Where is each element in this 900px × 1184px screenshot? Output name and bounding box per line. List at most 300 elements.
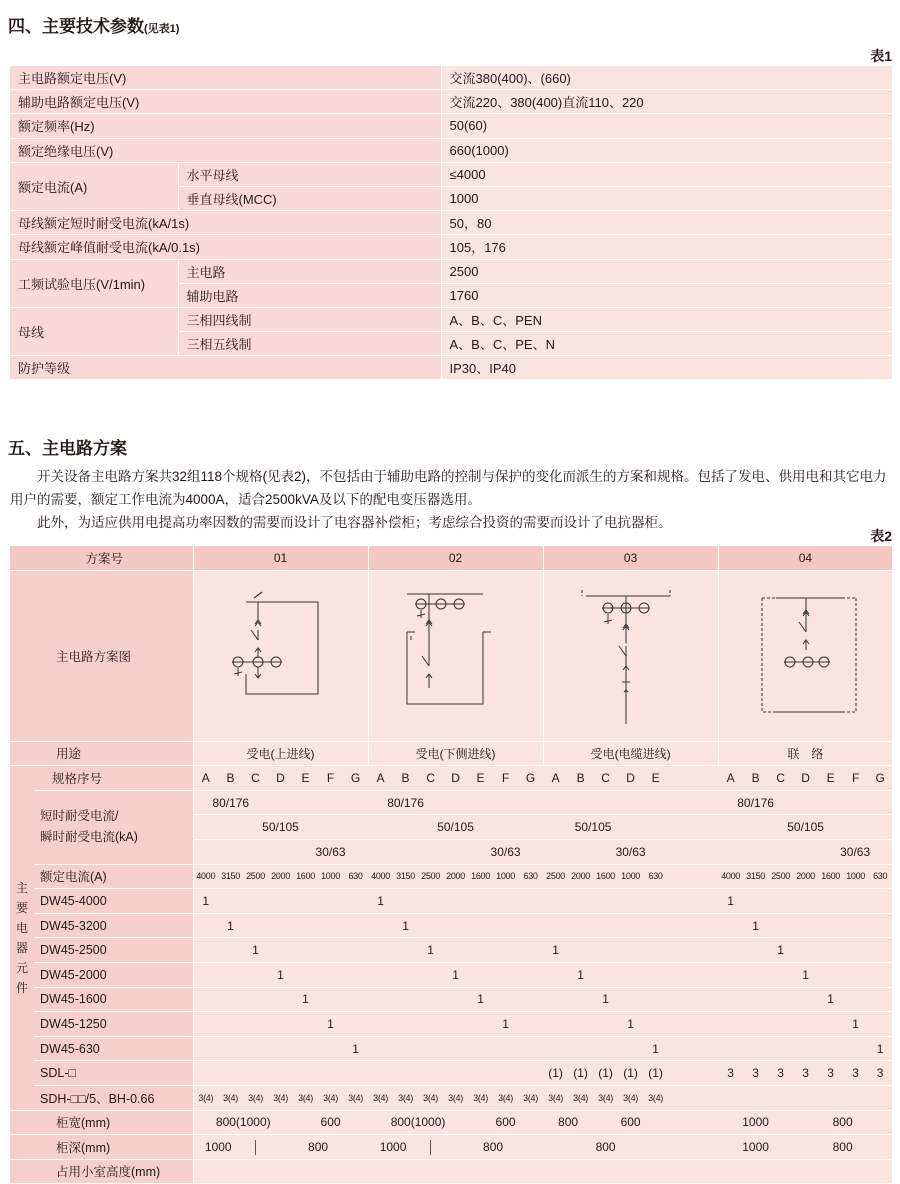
- qty: 3(4): [243, 1085, 268, 1110]
- width-value: 800(1000): [193, 1110, 293, 1135]
- qty: 1: [393, 913, 418, 938]
- table-row: [10, 1110, 892, 1135]
- empty-cell: [668, 1110, 718, 1135]
- rating: 2500: [243, 864, 268, 889]
- empty-cell: [693, 766, 718, 791]
- rating: 630: [643, 864, 668, 889]
- param-name: 额定电流(A): [10, 162, 178, 210]
- rating: 630: [518, 864, 543, 889]
- rating: 630: [343, 864, 368, 889]
- side-char: 主: [15, 880, 28, 895]
- side-char: 件: [15, 980, 28, 995]
- component-name: DW45-2500: [34, 938, 193, 963]
- component-name: DW45-3200: [34, 913, 193, 938]
- table-row: [10, 546, 892, 570]
- qty: 3(4): [443, 1085, 468, 1110]
- param-name: 额定绝缘电压(V): [10, 138, 441, 162]
- param-value: IP30、IP40: [441, 356, 892, 380]
- param-value: 交流220、380(400)直流110、220: [441, 90, 892, 114]
- empty-cell: [318, 987, 368, 1012]
- empty-cell: [368, 1061, 543, 1086]
- qty: 3: [818, 1061, 843, 1086]
- qty: 1: [218, 913, 243, 938]
- qty: 1: [643, 1036, 668, 1061]
- empty-cell: [843, 987, 892, 1012]
- empty-cell: [718, 987, 818, 1012]
- scheme-02-diagram: [368, 570, 543, 741]
- rating: 630: [868, 864, 892, 889]
- empty-cell: [243, 913, 368, 938]
- section-5-body: [10, 465, 892, 534]
- withstand-value: 30/63: [593, 839, 668, 864]
- depth-value: 1000: [193, 1135, 243, 1160]
- spec-letter: G: [868, 766, 892, 791]
- spec-letter: E: [818, 766, 843, 791]
- qty: 3: [718, 1061, 743, 1086]
- withstand-value: 50/105: [768, 815, 843, 840]
- empty-cell: [668, 1036, 718, 1061]
- scheme-number: 02: [368, 546, 543, 570]
- param-value: A、B、C、PEN: [441, 307, 892, 331]
- spec-letter: F: [318, 766, 343, 791]
- param-value: ≤4000: [441, 162, 892, 186]
- spec-letter: B: [743, 766, 768, 791]
- empty-cell: [643, 815, 718, 840]
- side-label-main-components: [10, 766, 34, 1110]
- table-row: [10, 987, 892, 1012]
- table-row: [10, 864, 892, 889]
- withstand-label: [34, 790, 193, 864]
- spec-letter: C: [243, 766, 268, 791]
- param-name: 防护等级: [10, 356, 441, 380]
- qty: 3: [743, 1061, 768, 1086]
- empty-cell: [543, 1012, 618, 1037]
- withstand-value: 30/63: [468, 839, 543, 864]
- table-row: [10, 211, 892, 235]
- depth-value: 800: [793, 1135, 892, 1160]
- table-row: [10, 570, 892, 741]
- param-value: 1760: [441, 283, 892, 307]
- circuit-diagram-02: [371, 574, 541, 734]
- width-value: 600: [293, 1110, 368, 1135]
- empty-cell: [193, 815, 243, 840]
- section-4-title: 四、主要技术参数(见表1): [8, 17, 180, 36]
- empty-cell: [668, 864, 693, 889]
- rating: 1000: [493, 864, 518, 889]
- empty-cell: [668, 1061, 718, 1086]
- empty-cell: [543, 839, 593, 864]
- table-row: [10, 889, 892, 914]
- table-row: [10, 766, 892, 791]
- qty: 1: [493, 1012, 518, 1037]
- side-char: 电: [15, 920, 28, 935]
- table-row: [10, 235, 892, 259]
- empty-cell: [368, 938, 418, 963]
- qty: 1: [343, 1036, 368, 1061]
- empty-cell: [493, 987, 543, 1012]
- withstand-value: 80/176: [368, 790, 443, 815]
- width-value: 800: [543, 1110, 593, 1135]
- qty: 1: [268, 962, 293, 987]
- qty: 3(4): [268, 1085, 293, 1110]
- empty-cell: [543, 987, 593, 1012]
- qty: 1: [293, 987, 318, 1012]
- empty-cell: [268, 938, 368, 963]
- param-subname: 水平母线: [178, 162, 441, 186]
- component-name: DW45-1600: [34, 987, 193, 1012]
- qty: 3(4): [293, 1085, 318, 1110]
- withstand-value: 30/63: [818, 839, 892, 864]
- width-value: 1000: [718, 1110, 793, 1135]
- scheme-01-diagram: [193, 570, 368, 741]
- empty-cell: [293, 962, 368, 987]
- spec-letter: D: [793, 766, 818, 791]
- spec-letter: C: [593, 766, 618, 791]
- header-scheme-no: 方案号: [10, 546, 193, 570]
- component-name: DW45-1250: [34, 1012, 193, 1037]
- rating: 2000: [568, 864, 593, 889]
- spec-letter: F: [843, 766, 868, 791]
- table-row: [10, 90, 892, 114]
- param-name: 工频试验电压(V/1min): [10, 259, 178, 307]
- rating: 1000: [618, 864, 643, 889]
- spec-letter: D: [618, 766, 643, 791]
- table-row: [10, 356, 892, 380]
- circuit-diagram-01: [196, 574, 366, 734]
- qty: 3(4): [368, 1085, 393, 1110]
- qty: 1: [718, 889, 743, 914]
- width-value: 600: [468, 1110, 543, 1135]
- component-name: DW45-630: [34, 1036, 193, 1061]
- empty-cell: [368, 815, 418, 840]
- empty-cell: [543, 1036, 643, 1061]
- empty-cell: [543, 889, 718, 914]
- spec-letter: C: [418, 766, 443, 791]
- empty-cell: [718, 1159, 892, 1184]
- withstand-value: 80/176: [193, 790, 268, 815]
- rating: 1000: [318, 864, 343, 889]
- empty-cell: [368, 1036, 543, 1061]
- withstand-value: 50/105: [543, 815, 643, 840]
- empty-cell: [668, 1085, 718, 1110]
- scheme-number: 03: [543, 546, 718, 570]
- rating: 2500: [768, 864, 793, 889]
- section-5-title: 五、主电路方案: [8, 439, 127, 458]
- qty: 3: [793, 1061, 818, 1086]
- empty-cell: [693, 864, 718, 889]
- empty-cell: [668, 766, 693, 791]
- usage-value: 受电(下侧进线): [368, 741, 543, 766]
- empty-cell: [793, 938, 892, 963]
- withstand-label-line: 瞬时耐受电流(kA): [40, 830, 138, 845]
- qty: 3(4): [568, 1085, 593, 1110]
- table-row: [10, 1061, 892, 1086]
- table-row: [10, 913, 892, 938]
- qty: 1: [743, 913, 768, 938]
- table-row: [10, 938, 892, 963]
- paragraph: 此外，为适应供用电提高功率因数的需要而设计了电容器补偿柜；考虑综合投资的需要而设计了电抗器柜。: [37, 515, 672, 530]
- empty-cell: [543, 1159, 718, 1184]
- empty-cell: [193, 839, 293, 864]
- qty: 1: [193, 889, 218, 914]
- empty-cell: [193, 938, 243, 963]
- table-row: [10, 307, 892, 331]
- qty: (1): [543, 1061, 568, 1086]
- divider: [243, 1135, 268, 1160]
- table-row: [10, 114, 892, 138]
- param-value: 105，176: [441, 235, 892, 259]
- spec-letter: G: [518, 766, 543, 791]
- param-value: 50，80: [441, 211, 892, 235]
- empty-cell: [493, 815, 543, 840]
- empty-cell: [768, 913, 892, 938]
- scheme-03-diagram: [543, 570, 718, 741]
- spec-letter: A: [718, 766, 743, 791]
- qty: 3(4): [643, 1085, 668, 1110]
- empty-cell: [193, 962, 268, 987]
- table-row: [10, 1036, 892, 1061]
- rating: 2000: [268, 864, 293, 889]
- table-2-label: 表2: [870, 528, 892, 544]
- qty: 1: [768, 938, 793, 963]
- table-1-label: 表1: [870, 48, 892, 64]
- table-row: [10, 138, 892, 162]
- qty: 1: [618, 1012, 643, 1037]
- empty-cell: [743, 889, 892, 914]
- empty-cell: [193, 1012, 318, 1037]
- qty: (1): [593, 1061, 618, 1086]
- qty: 3(4): [468, 1085, 493, 1110]
- spec-letter: A: [543, 766, 568, 791]
- param-value: A、B、C、PE、N: [441, 332, 892, 356]
- main-circuit-scheme-table: [10, 546, 892, 1184]
- withstand-value: 80/176: [718, 790, 793, 815]
- param-subname: 辅助电路: [178, 283, 441, 307]
- rating: 3150: [218, 864, 243, 889]
- param-name: 额定频率(Hz): [10, 114, 441, 138]
- empty-cell: [593, 962, 718, 987]
- empty-cell: [868, 1012, 892, 1037]
- table-row: [10, 259, 892, 283]
- empty-cell: [618, 987, 718, 1012]
- component-name: SDH-□□/5、BH-0.66: [34, 1085, 193, 1110]
- empty-cell: [718, 913, 743, 938]
- diagram-label: 主电路方案图: [10, 570, 193, 741]
- qty: 3: [868, 1061, 892, 1086]
- empty-cell: [718, 962, 793, 987]
- empty-cell: [718, 839, 818, 864]
- qty: 3(4): [393, 1085, 418, 1110]
- empty-cell: [418, 913, 543, 938]
- empty-cell: [543, 913, 718, 938]
- empty-cell: [543, 962, 568, 987]
- rated-current-label: 额定电流(A): [34, 864, 193, 889]
- param-subname: 三相五线制: [178, 332, 441, 356]
- param-value: 660(1000): [441, 138, 892, 162]
- qty: 3: [768, 1061, 793, 1086]
- depth-value: 1000: [368, 1135, 418, 1160]
- param-value: 交流380(400)、(660): [441, 66, 892, 90]
- qty: 1: [793, 962, 818, 987]
- spec-letter: B: [393, 766, 418, 791]
- rating: 1600: [468, 864, 493, 889]
- empty-cell: [793, 790, 892, 815]
- qty: 1: [543, 938, 568, 963]
- empty-cell: [843, 815, 892, 840]
- withstand-label-line: 短时耐受电流/: [40, 809, 119, 824]
- rating: 3150: [743, 864, 768, 889]
- rating: 1600: [818, 864, 843, 889]
- empty-cell: [193, 1036, 343, 1061]
- depth-value: 800: [268, 1135, 368, 1160]
- depth-value: 1000: [718, 1135, 793, 1160]
- scheme-number: 01: [193, 546, 368, 570]
- qty: 1: [243, 938, 268, 963]
- spec-letter: A: [193, 766, 218, 791]
- empty-cell: [268, 790, 368, 815]
- spec-letter: F: [493, 766, 518, 791]
- qty: 1: [568, 962, 593, 987]
- table-row: [10, 790, 892, 815]
- spec-letter: C: [768, 766, 793, 791]
- table-row: [10, 1159, 892, 1184]
- empty-cell: [218, 889, 368, 914]
- rating: 4000: [368, 864, 393, 889]
- qty: 3(4): [618, 1085, 643, 1110]
- empty-cell: [368, 913, 393, 938]
- empty-cell: [543, 790, 718, 815]
- empty-cell: [718, 938, 768, 963]
- empty-cell: [193, 1061, 368, 1086]
- rating: 2500: [543, 864, 568, 889]
- width-value: 800: [793, 1110, 892, 1135]
- empty-cell: [193, 987, 293, 1012]
- qty: 1: [843, 1012, 868, 1037]
- qty: 3(4): [218, 1085, 243, 1110]
- empty-cell: [668, 839, 718, 864]
- width-value: 800(1000): [368, 1110, 468, 1135]
- rating: 3150: [393, 864, 418, 889]
- cabinet-width-label: 柜宽(mm): [10, 1110, 193, 1135]
- rating: 1600: [293, 864, 318, 889]
- table-row: [10, 66, 892, 90]
- empty-cell: [468, 962, 543, 987]
- scheme-04-diagram: [718, 570, 892, 741]
- rating: 4000: [718, 864, 743, 889]
- empty-cell: [368, 1159, 543, 1184]
- withstand-value: 50/105: [418, 815, 493, 840]
- param-name: 母线额定短时耐受电流(kA/1s): [10, 211, 441, 235]
- param-subname: 垂直母线(MCC): [178, 186, 441, 210]
- empty-cell: [193, 913, 218, 938]
- qty: 1: [818, 987, 843, 1012]
- table-row: [10, 741, 892, 766]
- component-name: DW45-2000: [34, 962, 193, 987]
- side-char: 器: [15, 940, 28, 955]
- empty-cell: [718, 815, 768, 840]
- empty-cell: [393, 889, 543, 914]
- empty-cell: [818, 962, 892, 987]
- side-char: 元: [15, 960, 28, 975]
- usage-label: 用途: [10, 741, 193, 766]
- param-name: 辅助电路额定电压(V): [10, 90, 441, 114]
- empty-cell: [718, 1085, 892, 1110]
- spec-letter: B: [218, 766, 243, 791]
- empty-cell: [718, 1012, 843, 1037]
- usage-value: 受电(电缆进线): [543, 741, 718, 766]
- empty-cell: [668, 1135, 718, 1160]
- qty: 3(4): [493, 1085, 518, 1110]
- param-name: 母线额定峰值耐受电流(kA/0.1s): [10, 235, 441, 259]
- qty: 3(4): [318, 1085, 343, 1110]
- component-name: DW45-4000: [34, 889, 193, 914]
- spec-letter: E: [643, 766, 668, 791]
- scheme-number: 04: [718, 546, 892, 570]
- param-subname: 三相四线制: [178, 307, 441, 331]
- qty: 1: [593, 987, 618, 1012]
- empty-cell: [718, 1036, 868, 1061]
- empty-cell: [343, 1012, 368, 1037]
- qty: 1: [418, 938, 443, 963]
- spec-letter: E: [468, 766, 493, 791]
- usage-value: 联 络: [718, 741, 892, 766]
- spec-letter: E: [293, 766, 318, 791]
- paragraph: 开关设备主电路方案共32组118个规格(见表2)，不包括由于辅助电路的控制与保护的变化而派生的方案和规格。包括了发电、供用电和其它电力用户的需要，额定工作电流为4000A，适合2500kVA及以下的配电变压器选用。: [10, 469, 887, 507]
- qty: 1: [368, 889, 393, 914]
- table-row: [10, 162, 892, 186]
- spec-letter: B: [568, 766, 593, 791]
- empty-cell: [443, 790, 543, 815]
- empty-cell: [368, 839, 468, 864]
- param-value: 1000: [441, 186, 892, 210]
- rating: 2500: [418, 864, 443, 889]
- circuit-diagram-04: [720, 574, 890, 734]
- qty: 3(4): [543, 1085, 568, 1110]
- spec-letter: G: [343, 766, 368, 791]
- param-subname: 主电路: [178, 259, 441, 283]
- qty: 3(4): [193, 1085, 218, 1110]
- rating: 2000: [793, 864, 818, 889]
- side-char: 要: [15, 900, 28, 915]
- param-name: 母线: [10, 307, 178, 355]
- cabinet-depth-label: 柜深(mm): [10, 1135, 193, 1160]
- component-name: SDL-□: [34, 1061, 193, 1086]
- rating: 1000: [843, 864, 868, 889]
- empty-cell: [368, 962, 443, 987]
- circuit-diagram-03: [546, 574, 716, 734]
- empty-cell: [643, 1012, 718, 1037]
- rating: 2000: [443, 864, 468, 889]
- qty: 1: [443, 962, 468, 987]
- depth-value: 800: [543, 1135, 668, 1160]
- divider: [418, 1135, 443, 1160]
- qty: 3(4): [593, 1085, 618, 1110]
- table-row: [10, 1012, 892, 1037]
- width-value: 600: [593, 1110, 668, 1135]
- empty-cell: [568, 938, 718, 963]
- empty-cell: [318, 815, 368, 840]
- withstand-value: 50/105: [243, 815, 318, 840]
- qty: 3(4): [418, 1085, 443, 1110]
- empty-cell: [518, 1012, 543, 1037]
- spec-letter: D: [443, 766, 468, 791]
- withstand-value: 30/63: [293, 839, 368, 864]
- table-row: [10, 1085, 892, 1110]
- param-value: 50(60): [441, 114, 892, 138]
- param-name: 主电路额定电压(V): [10, 66, 441, 90]
- empty-cell: [193, 1159, 368, 1184]
- table-row: [10, 1135, 892, 1160]
